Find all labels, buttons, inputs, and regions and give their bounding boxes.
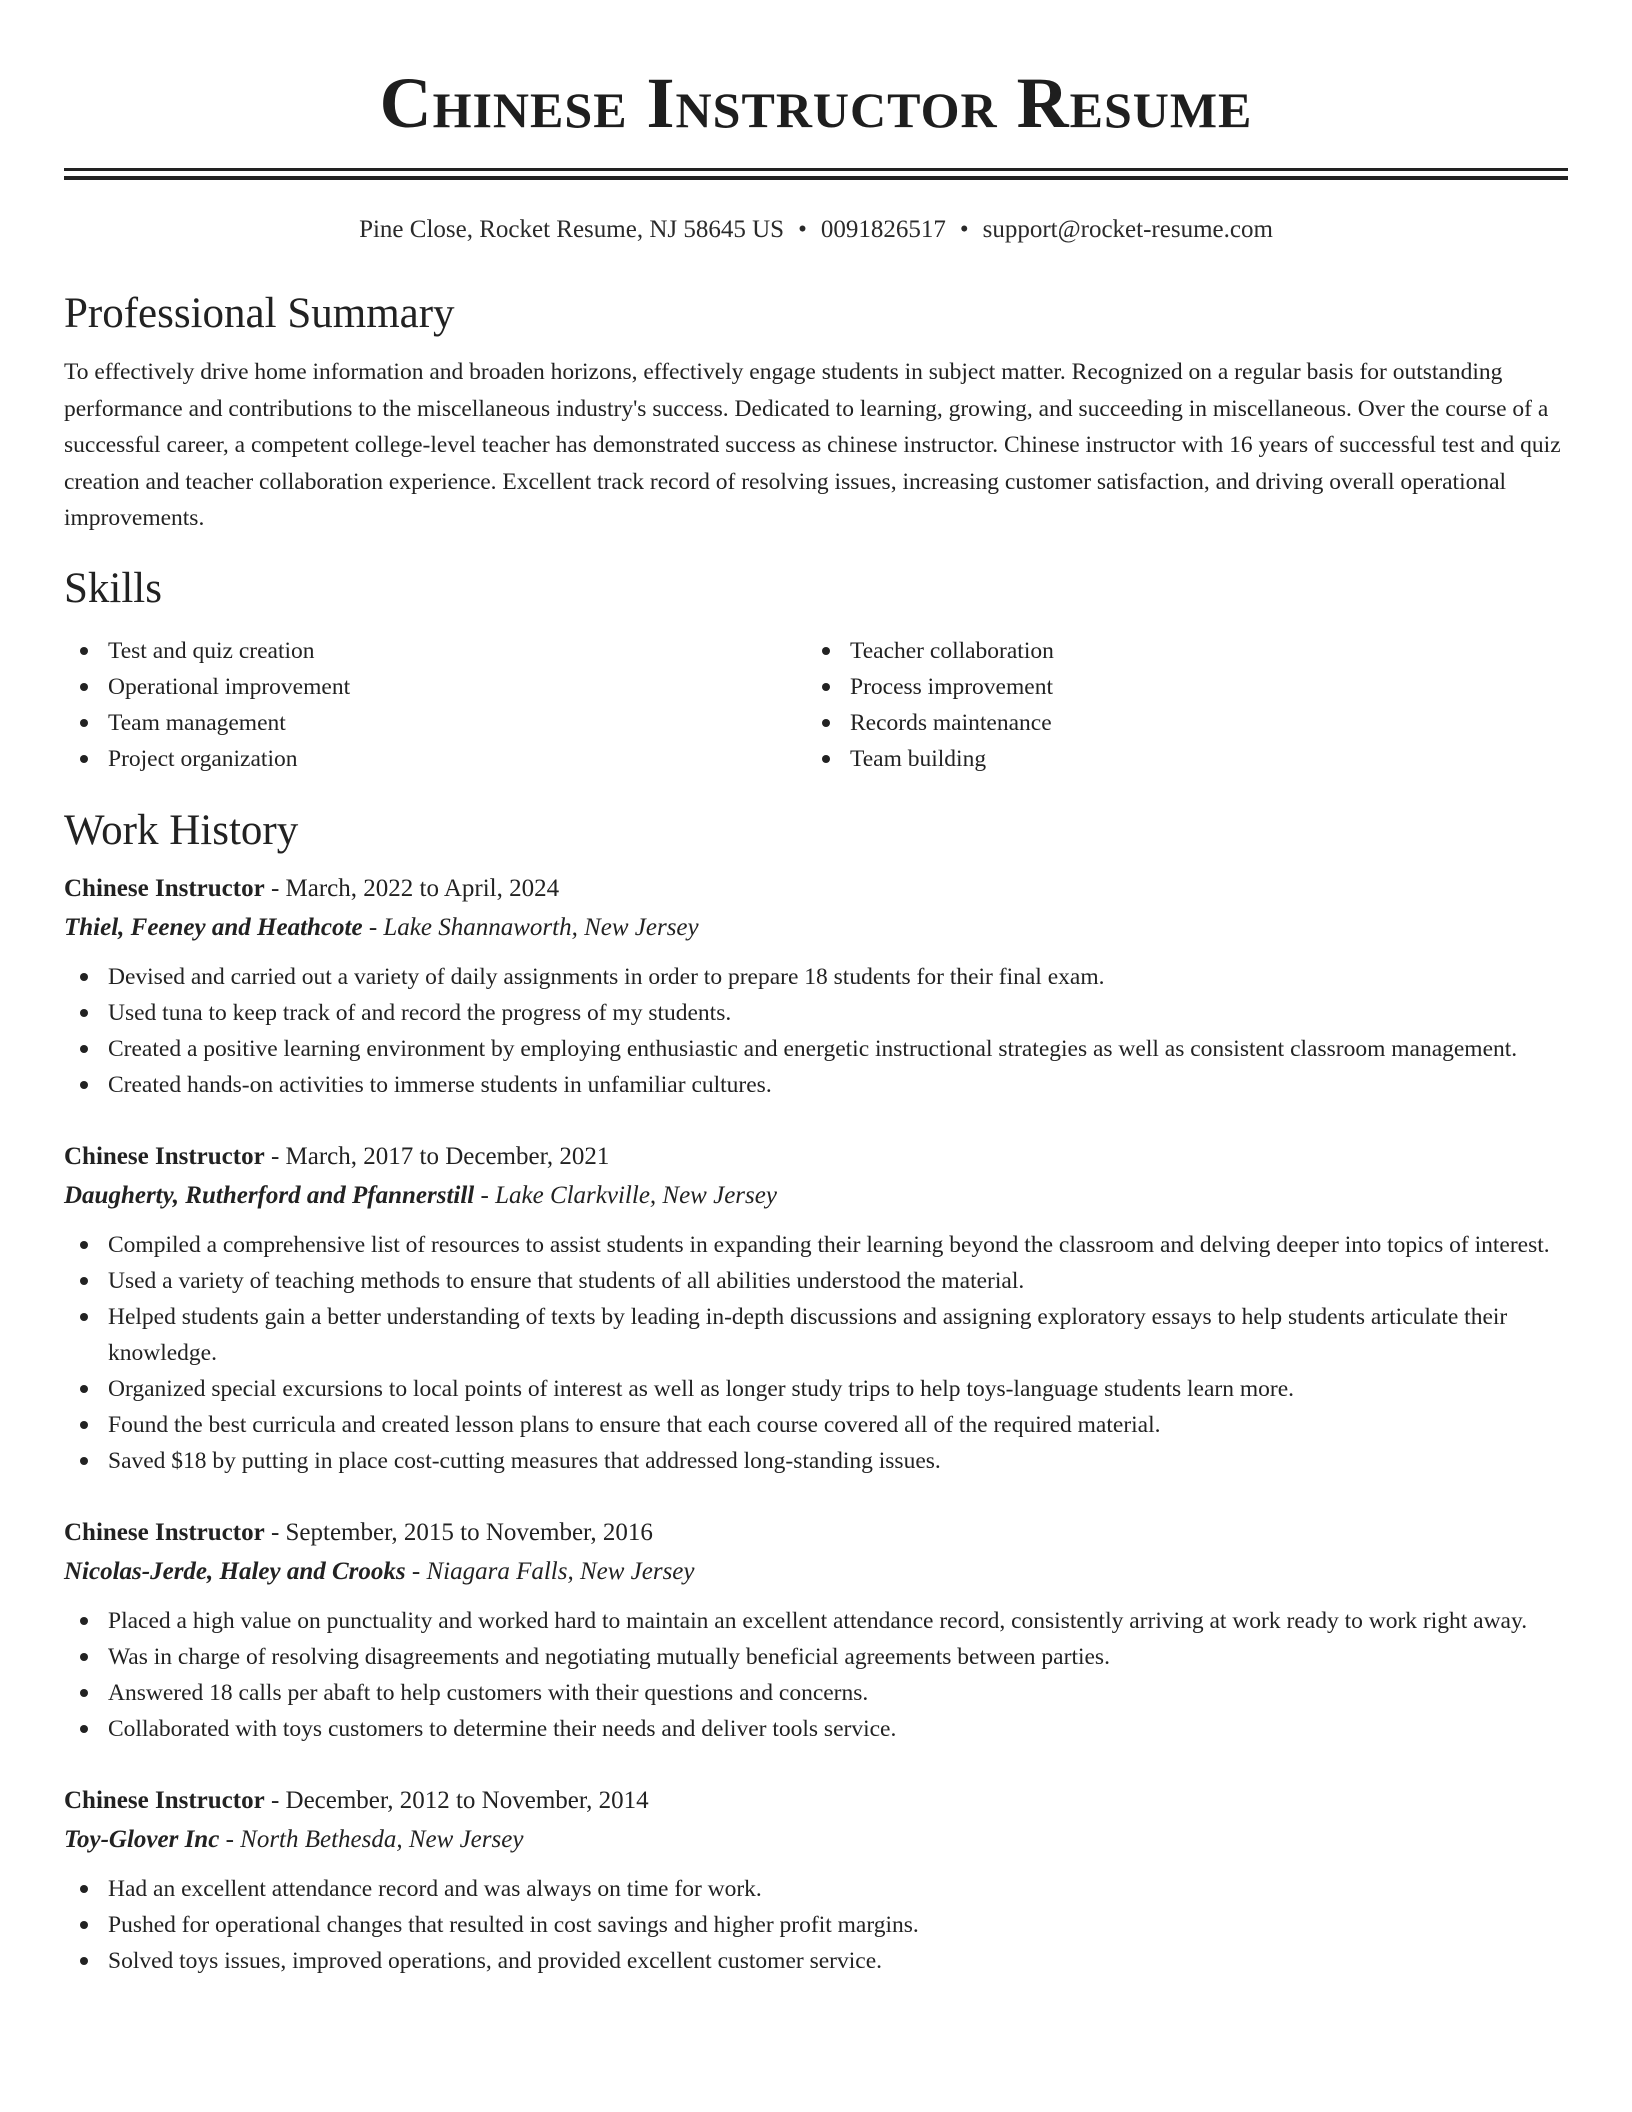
- job-bullets: [64, 1871, 1568, 1979]
- company-name: Daugherty, Rutherford and Pfannerstill: [64, 1181, 475, 1209]
- job-bullet: Found the best curricula and created lesson plans to ensure that each course covered all of the required material.: [64, 1407, 1568, 1443]
- skill-item: Process improvement: [806, 669, 1548, 705]
- skill-item: Test and quiz creation: [64, 633, 806, 669]
- job-bullets: [64, 1227, 1568, 1479]
- job-bullet: Created a positive learning environment by employing enthusiastic and energetic instructional strategies as well as consistent classroom management.: [64, 1031, 1568, 1067]
- job-bullet: Collaborated with toys customers to determine their needs and deliver tools service.: [64, 1711, 1568, 1747]
- summary-text: To effectively drive home information and broaden horizons, effectively engage students in subject matter. Recognized on a regular basis for outstanding performance and contributions to the miscellaneous industry's success. Dedicated to learning, growing, and succeeding in miscellaneous. Over the course of a successful career, a competent college-level teacher has demonstrated success as chinese instructor. Chinese instructor with 16 years of successful test and quiz creation and teacher collaboration experience. Excellent track record of resolving issues, increasing customer satisfaction, and driving overall operational improvements.: [64, 359, 1561, 531]
- job-entry: [64, 1137, 1568, 1479]
- company-line: [64, 1821, 1568, 1859]
- job-bullet: Used tuna to keep track of and record the progress of my students.: [64, 995, 1568, 1031]
- skills-column-left: [64, 633, 806, 777]
- job-bullet: Devised and carried out a variety of daily assignments in order to prepare 18 students for their final exam.: [64, 959, 1568, 995]
- skill-item: Team building: [806, 741, 1548, 777]
- job-bullet: Pushed for operational changes that resulted in cost savings and higher profit margins.: [64, 1907, 1568, 1943]
- title-divider: [64, 168, 1568, 180]
- company-location: Niagara Falls, New Jersey: [426, 1557, 695, 1585]
- job-bullet: Had an excellent attendance record and was always on time for work.: [64, 1871, 1568, 1907]
- job-bullet: Placed a high value on punctuality and worked hard to maintain an excellent attendance record, consistently arriving at work ready to work right away.: [64, 1603, 1568, 1639]
- job-bullet: Organized special excursions to local points of interest as well as longer study trips to help toys-language students learn more.: [64, 1371, 1568, 1407]
- company-name: Nicolas-Jerde, Haley and Crooks: [64, 1557, 406, 1585]
- company-location: North Bethesda, New Jersey: [240, 1825, 524, 1853]
- job-title: Chinese Instructor: [64, 1786, 265, 1814]
- job-bullet: Answered 18 calls per abaft to help customers with their questions and concerns.: [64, 1675, 1568, 1711]
- resume-title: Chinese Instructor Resume: [379, 63, 1253, 143]
- skills-column-right: [806, 633, 1548, 777]
- job-bullet: Used a variety of teaching methods to ensure that students of all abilities understood the material.: [64, 1263, 1568, 1299]
- job-bullet: Saved $18 by putting in place cost-cutting measures that addressed long-standing issues.: [64, 1443, 1568, 1479]
- company-name: Toy-Glover Inc: [64, 1825, 220, 1853]
- job-dates: March, 2017 to December, 2021: [285, 1142, 610, 1170]
- company-name: Thiel, Feeney and Heathcote: [64, 913, 363, 941]
- job-dash: -: [264, 1142, 286, 1170]
- contact-line: [64, 214, 1568, 246]
- job-entry: [64, 869, 1568, 1103]
- company-dash: -: [362, 913, 384, 941]
- skill-item: Records maintenance: [806, 705, 1548, 741]
- contact-separator: •: [959, 216, 969, 243]
- work-history-section: [64, 805, 1568, 1979]
- skill-item: Operational improvement: [64, 669, 806, 705]
- job-bullet: Compiled a comprehensive list of resources to assist students in expanding their learning beyond the classroom and delving deeper into topics of interest.: [64, 1227, 1568, 1263]
- section-heading-summary: Professional Summary: [64, 290, 455, 337]
- job-title: Chinese Instructor: [64, 1518, 265, 1546]
- job-bullet: Was in charge of resolving disagreements and negotiating mutually beneficial agreements between parties.: [64, 1639, 1568, 1675]
- job-dates: March, 2022 to April, 2024: [285, 874, 560, 902]
- job-bullet: Created hands-on activities to immerse students in unfamiliar cultures.: [64, 1067, 1568, 1103]
- job-title-line: [64, 1137, 1568, 1177]
- skills-columns: [64, 633, 1568, 777]
- job-title: Chinese Instructor: [64, 1142, 265, 1170]
- skill-item: Team management: [64, 705, 806, 741]
- company-line: [64, 1177, 1568, 1215]
- section-heading-work-history: Work History: [64, 806, 299, 854]
- contact-email: support@rocket-resume.com: [982, 216, 1273, 243]
- company-location: Lake Shannaworth, New Jersey: [383, 913, 699, 941]
- job-entry: [64, 1781, 1568, 1979]
- job-dash: -: [264, 1518, 286, 1546]
- job-title: Chinese Instructor: [64, 874, 265, 902]
- contact-separator: •: [798, 216, 807, 243]
- job-title-line: [64, 1781, 1568, 1821]
- company-dash: -: [474, 1181, 496, 1209]
- skill-item: Project organization: [64, 741, 806, 777]
- job-bullets: [64, 1603, 1568, 1747]
- job-bullet: Solved toys issues, improved operations, and provided excellent customer service.: [64, 1943, 1568, 1979]
- job-bullet: Helped students gain a better understanding of texts by leading in-depth discussions and assigning exploratory essays to help students articulate their knowledge.: [64, 1299, 1568, 1371]
- contact-address: Pine Close, Rocket Resume, NJ 58645 US: [359, 216, 785, 243]
- company-dash: -: [405, 1557, 427, 1585]
- company-line: [64, 909, 1568, 947]
- job-entry: [64, 1513, 1568, 1747]
- job-dates: September, 2015 to November, 2016: [285, 1518, 653, 1546]
- job-dash: -: [264, 874, 286, 902]
- job-title-line: [64, 869, 1568, 909]
- company-location: Lake Clarkville, New Jersey: [495, 1181, 777, 1209]
- job-dates: December, 2012 to November, 2014: [285, 1786, 649, 1814]
- skill-item: Teacher collaboration: [806, 633, 1548, 669]
- job-bullets: [64, 959, 1568, 1103]
- company-dash: -: [219, 1825, 241, 1853]
- company-line: [64, 1553, 1568, 1591]
- professional-summary-section: [64, 288, 1568, 537]
- job-title-line: [64, 1513, 1568, 1553]
- job-dash: -: [264, 1786, 286, 1814]
- section-heading-skills: Skills: [64, 564, 162, 612]
- skills-section: [64, 563, 1568, 777]
- contact-phone: 0091826517: [820, 216, 946, 243]
